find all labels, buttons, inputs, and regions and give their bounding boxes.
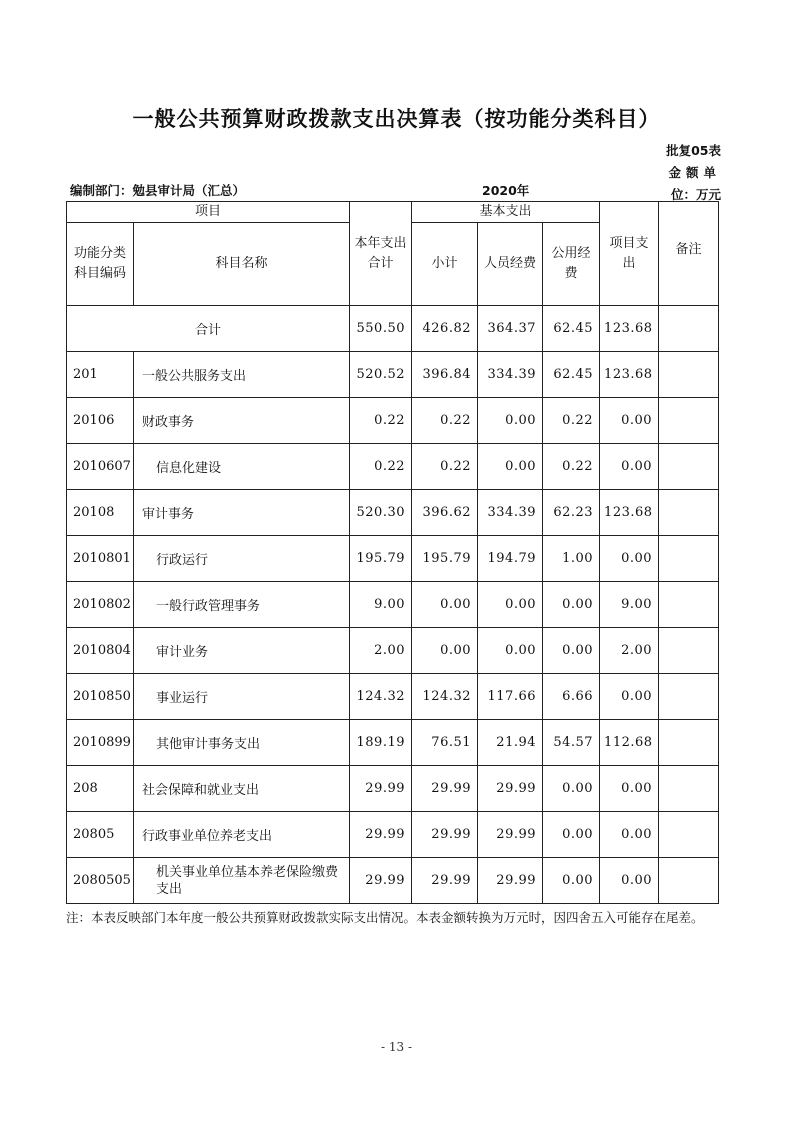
header-row-1 bbox=[67, 202, 719, 223]
row-remark bbox=[659, 674, 719, 720]
row-name: 事业运行 bbox=[134, 674, 350, 720]
row-total: 29.99 bbox=[350, 812, 412, 858]
row-subtotal: 195.79 bbox=[412, 536, 478, 582]
row-code: 2010607 bbox=[67, 444, 134, 490]
page-title: 一般公共预算财政拨款支出决算表（按功能分类科目） bbox=[132, 107, 661, 131]
table-row bbox=[67, 582, 719, 628]
row-personnel: 29.99 bbox=[478, 766, 543, 812]
table-row bbox=[67, 674, 719, 720]
header-project-exp: 项目支出 bbox=[600, 202, 659, 306]
header-personnel: 人员经费 bbox=[478, 223, 543, 306]
row-public: 0.00 bbox=[543, 582, 600, 628]
total-project: 123.68 bbox=[600, 306, 659, 352]
row-code: 2010850 bbox=[67, 674, 134, 720]
row-remark bbox=[659, 858, 719, 904]
row-code: 2010802 bbox=[67, 582, 134, 628]
row-subtotal: 76.51 bbox=[412, 720, 478, 766]
table-row bbox=[67, 352, 719, 398]
row-code: 20106 bbox=[67, 398, 134, 444]
row-personnel: 194.79 bbox=[478, 536, 543, 582]
table-row bbox=[67, 444, 719, 490]
row-public: 62.45 bbox=[543, 352, 600, 398]
page-number: - 13 - bbox=[380, 1040, 412, 1054]
header-info bbox=[666, 140, 721, 206]
row-personnel: 0.00 bbox=[478, 444, 543, 490]
row-code: 20108 bbox=[67, 490, 134, 536]
row-project: 0.00 bbox=[600, 398, 659, 444]
row-public: 0.00 bbox=[543, 628, 600, 674]
row-total: 29.99 bbox=[350, 858, 412, 904]
row-total: 2.00 bbox=[350, 628, 412, 674]
row-project: 0.00 bbox=[600, 444, 659, 490]
row-public: 0.00 bbox=[543, 812, 600, 858]
footnote: 注：本表反映部门本年度一般公共预算财政拨款实际支出情况。本表金额转换为万元时，因四舍五入可能存在尾差。 bbox=[66, 910, 704, 925]
row-subtotal: 124.32 bbox=[412, 674, 478, 720]
total-row bbox=[67, 306, 719, 352]
table-row bbox=[67, 812, 719, 858]
row-code: 208 bbox=[67, 766, 134, 812]
header-total: 本年支出合计 bbox=[350, 202, 412, 306]
row-total: 520.52 bbox=[350, 352, 412, 398]
row-remark bbox=[659, 352, 719, 398]
row-name: 审计事务 bbox=[134, 490, 350, 536]
row-subtotal: 396.84 bbox=[412, 352, 478, 398]
row-subtotal: 396.62 bbox=[412, 490, 478, 536]
table-row bbox=[67, 766, 719, 812]
row-code: 20805 bbox=[67, 812, 134, 858]
row-public: 0.22 bbox=[543, 444, 600, 490]
row-name: 行政事业单位养老支出 bbox=[134, 812, 350, 858]
row-subtotal: 0.00 bbox=[412, 582, 478, 628]
row-remark bbox=[659, 766, 719, 812]
row-personnel: 117.66 bbox=[478, 674, 543, 720]
row-subtotal: 29.99 bbox=[412, 766, 478, 812]
unit-label-line2: 位：万元 bbox=[670, 187, 721, 202]
table-row bbox=[67, 536, 719, 582]
table-row bbox=[67, 628, 719, 674]
row-public: 54.57 bbox=[543, 720, 600, 766]
row-total: 0.22 bbox=[350, 444, 412, 490]
row-personnel: 0.00 bbox=[478, 628, 543, 674]
header-code: 功能分类科目编码 bbox=[67, 223, 134, 306]
row-personnel: 0.00 bbox=[478, 398, 543, 444]
row-public: 62.23 bbox=[543, 490, 600, 536]
row-code: 2010899 bbox=[67, 720, 134, 766]
row-name: 信息化建设 bbox=[134, 444, 350, 490]
row-project: 2.00 bbox=[600, 628, 659, 674]
row-total: 9.00 bbox=[350, 582, 412, 628]
header-basic: 基本支出 bbox=[412, 202, 600, 223]
row-remark bbox=[659, 490, 719, 536]
header-public: 公用经费 bbox=[543, 223, 600, 306]
row-project: 0.00 bbox=[600, 674, 659, 720]
row-total: 189.19 bbox=[350, 720, 412, 766]
row-code: 2080505 bbox=[67, 858, 134, 904]
row-total: 0.22 bbox=[350, 398, 412, 444]
header-name: 科目名称 bbox=[134, 223, 350, 306]
header-subtotal: 小计 bbox=[412, 223, 478, 306]
row-code: 2010804 bbox=[67, 628, 134, 674]
row-remark bbox=[659, 536, 719, 582]
row-project: 0.00 bbox=[600, 536, 659, 582]
table-row bbox=[67, 490, 719, 536]
header-project: 项目 bbox=[67, 202, 350, 223]
row-total: 29.99 bbox=[350, 766, 412, 812]
table-row bbox=[67, 720, 719, 766]
row-code: 2010801 bbox=[67, 536, 134, 582]
total-remark bbox=[659, 306, 719, 352]
row-project: 112.68 bbox=[600, 720, 659, 766]
row-personnel: 334.39 bbox=[478, 490, 543, 536]
header-remark: 备注 bbox=[659, 202, 719, 306]
row-remark bbox=[659, 398, 719, 444]
row-subtotal: 29.99 bbox=[412, 858, 478, 904]
row-subtotal: 0.00 bbox=[412, 628, 478, 674]
row-personnel: 29.99 bbox=[478, 812, 543, 858]
row-public: 6.66 bbox=[543, 674, 600, 720]
row-code: 201 bbox=[67, 352, 134, 398]
row-project: 0.00 bbox=[600, 766, 659, 812]
row-public: 0.22 bbox=[543, 398, 600, 444]
row-project: 9.00 bbox=[600, 582, 659, 628]
table-row bbox=[67, 858, 719, 904]
row-total: 195.79 bbox=[350, 536, 412, 582]
row-name: 财政事务 bbox=[134, 398, 350, 444]
row-personnel: 29.99 bbox=[478, 858, 543, 904]
total-subtotal: 426.82 bbox=[412, 306, 478, 352]
row-personnel: 21.94 bbox=[478, 720, 543, 766]
table-row bbox=[67, 398, 719, 444]
row-total: 124.32 bbox=[350, 674, 412, 720]
row-remark bbox=[659, 720, 719, 766]
row-project: 123.68 bbox=[600, 490, 659, 536]
row-project: 0.00 bbox=[600, 812, 659, 858]
row-subtotal: 0.22 bbox=[412, 444, 478, 490]
unit-label-line1: 金额单 bbox=[668, 165, 721, 180]
row-name: 一般公共服务支出 bbox=[134, 352, 350, 398]
row-remark bbox=[659, 812, 719, 858]
row-public: 1.00 bbox=[543, 536, 600, 582]
compiling-department: 编制部门：勉县审计局（汇总） bbox=[70, 183, 246, 198]
row-personnel: 334.39 bbox=[478, 352, 543, 398]
total-total: 550.50 bbox=[350, 306, 412, 352]
row-public: 0.00 bbox=[543, 766, 600, 812]
row-remark bbox=[659, 582, 719, 628]
row-name: 一般行政管理事务 bbox=[134, 582, 350, 628]
expenditure-table bbox=[66, 201, 719, 904]
total-label: 合计 bbox=[67, 306, 350, 352]
row-name: 机关事业单位基本养老保险缴费支出 bbox=[134, 858, 350, 904]
row-total: 520.30 bbox=[350, 490, 412, 536]
fiscal-year: 2020年 bbox=[482, 183, 530, 198]
row-project: 123.68 bbox=[600, 352, 659, 398]
row-name: 其他审计事务支出 bbox=[134, 720, 350, 766]
form-code: 批复05表 bbox=[666, 143, 721, 158]
row-name: 行政运行 bbox=[134, 536, 350, 582]
row-name: 社会保障和就业支出 bbox=[134, 766, 350, 812]
row-remark bbox=[659, 628, 719, 674]
row-name: 审计业务 bbox=[134, 628, 350, 674]
row-remark bbox=[659, 444, 719, 490]
row-project: 0.00 bbox=[600, 858, 659, 904]
row-subtotal: 0.22 bbox=[412, 398, 478, 444]
row-subtotal: 29.99 bbox=[412, 812, 478, 858]
row-personnel: 0.00 bbox=[478, 582, 543, 628]
total-public: 62.45 bbox=[543, 306, 600, 352]
row-public: 0.00 bbox=[543, 858, 600, 904]
total-personnel: 364.37 bbox=[478, 306, 543, 352]
